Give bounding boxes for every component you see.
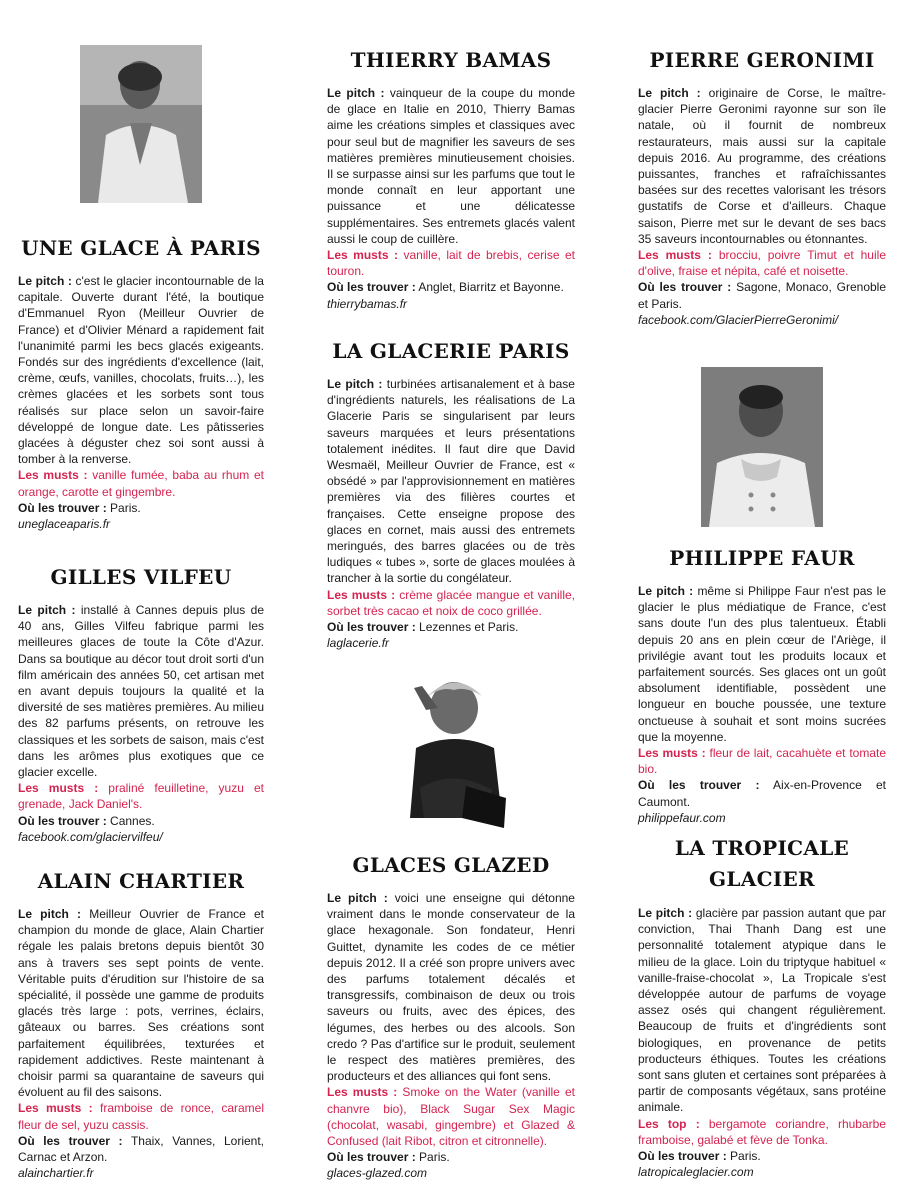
- entry-title: LA TROPICALE GLACIER: [674, 836, 850, 891]
- pitch-label: Le pitch :: [638, 86, 701, 100]
- musts-text: vanille, lait de brebis, cerise et touron.: [327, 248, 576, 279]
- chef-photo-philippe-faur: [701, 367, 823, 527]
- entry-title: PHILIPPE FAUR: [669, 546, 855, 570]
- entry-pierre-geronimi: [638, 45, 886, 328]
- musts-label: Les musts :: [327, 248, 398, 263]
- pitch-text: voici une enseigne qui détonne vraiment dans le monde conservateur de la glace hexagonale. Son fondateur, Henri Guittet, dynamite les codes de ce métier depuis 2012. Il a créé son propre univers avec des parfums totalement décalés et transgressifs, combinaison de deux ou trois saveurs ou fruits, avec des épices, des légumes, des herbes ou des alcools. Son credo ? Pas d'artifice sur le produit, seulement le respect des matières premières, des producteurs et des alliances qui font sens.: [327, 891, 575, 1084]
- pitch-label: Le pitch :: [18, 603, 76, 617]
- entry-alain-chartier: [18, 866, 264, 1181]
- website-link[interactable]: facebook.com/GlacierPierreGeronimi/: [638, 312, 839, 327]
- chef-photo-henri-guittet: [396, 668, 514, 830]
- where-text: Aix-en-Provence et Caumont.: [638, 778, 887, 809]
- where-text: Paris.: [110, 500, 141, 515]
- entry-gilles-vilfeu: [18, 562, 264, 845]
- pitch-text: turbinées artisanalement et à base d'ingrédients naturels, les réalisations de La Glacerie Paris se singularisent par leurs saveurs marquées et leurs présentations totalement inédites. Il faut dire que David Wesmaël, Meilleur Ouvrier de France, est « obsédé » par l'approvisionnement en matières premières via des filières courtes et françaises. Cette enseigne propose des glaces en cornet, mais aussi des entremets meringués, des barres glacées ou de très ludiques « tubes », sorte de glaces moulées à trancher à la sortie du congélateur.: [327, 377, 575, 586]
- website-link[interactable]: glaces-glazed.com: [327, 1166, 428, 1181]
- pitch-label: Le pitch :: [327, 891, 388, 905]
- website-link[interactable]: latropicaleglacier.com: [638, 1165, 754, 1180]
- pitch-label: Le pitch :: [18, 907, 82, 921]
- musts-text: crème glacée mangue et vanille, sorbet très cacao et noix de coco grillée.: [327, 587, 576, 618]
- portrait-icon: [80, 45, 202, 203]
- where-label: Où les trouver :: [18, 813, 107, 828]
- pitch-text: originaire de Corse, le maître-glacier Pierre Geronimi rayonne sur son île natale, où il fournit de nombreux restaurateurs, mais aussi sur la capitale depuis 2016. Au programme, des créations puissantes, franches et rafraîchissantes basées sur des recettes valorisant les trésors gustatifs de Corse et d'ailleurs. Chaque saison, Pierre met sur le devant de ses bacs 35 saveurs incontournables ou étonnantes.: [638, 86, 886, 246]
- website-link[interactable]: laglacerie.fr: [327, 636, 390, 651]
- musts-label: Les top :: [638, 1116, 700, 1131]
- entry-body: [327, 890, 575, 1182]
- entry-title: GILLES VILFEU: [50, 565, 232, 589]
- pitch-text: glacière par passion autant que par conviction, Thai Thanh Dang est une personnalité totalement atypique dans le milieu de la glace. Loin du triptyque habituel « vanille-fraise-chocolat », La Tropicale s'est développée autour de parfums de voyage assez osés qui changent régulièrement. Beaucoup de fruits et d'ingrédients sont biologiques, en provenance de petits producteurs éthiques. Toutes les créations sont sans gluten et certaines sont préparées à partir de composants végétaux, sans protéine animale.: [638, 906, 886, 1115]
- where-text: Cannes.: [110, 813, 155, 828]
- pitch-text: vainqueur de la coupe du monde de glace en Italie en 2010, Thierry Bamas aime les créations simples et classiques avec pour seul but de magnifier les saveurs de ses matières premières minutieusement choisies. Il se surpasse ainsi sur les parfums que tout le monde connaît en leur apportant une puissance et une délicatesse supplémentaires. Ses entremets glacés valent aussi le coup de cuillère.: [327, 86, 575, 246]
- where-text: Sagone, Monaco, Grenoble et Paris.: [638, 280, 887, 311]
- entry-title: THIERRY BAMAS: [350, 48, 552, 72]
- where-label: Où les trouver :: [638, 778, 760, 793]
- entry-body: [638, 583, 886, 826]
- website-link[interactable]: alainchartier.fr: [18, 1166, 94, 1181]
- entry-title: UNE GLACE À PARIS: [21, 236, 261, 260]
- musts-label: Les musts :: [638, 248, 712, 263]
- entry-body: [18, 273, 264, 532]
- musts-text: brocciu, poivre Timut et huile d'olive, fraise et népita, café et noisette.: [638, 248, 886, 279]
- entry-title: LA GLACERIE PARIS: [332, 339, 570, 363]
- website-link[interactable]: thierrybamas.fr: [327, 296, 408, 311]
- where-label: Où les trouver :: [638, 280, 732, 295]
- pitch-text: installé à Cannes depuis plus de 40 ans, Gilles Vilfeu fabrique parmi les meilleures glaces de toute la Côte d'Azur. Dans sa boutique au décor tout droit sorti d'un film américain des années 50, cet artisan met en avant depuis toujours la qualité et la diversité de ses matières premières. Au milieu des 82 parfums présents, on retrouve les classiques et les sorbets de saison, mais c'est dans les arômes plus exotiques que ce glacier excelle.: [18, 603, 264, 780]
- entry-title: PIERRE GERONIMI: [649, 48, 875, 72]
- entry-title: GLACES GLAZED: [352, 853, 550, 877]
- pitch-label: Le pitch :: [327, 377, 383, 391]
- entry-body: [638, 85, 886, 328]
- website-link[interactable]: philippefaur.com: [638, 810, 726, 825]
- entry-body: [638, 905, 886, 1180]
- musts-text: Smoke on the Water (vanille et chanvre bio), Black Sugar Sex Magic (chocolat, wasabi, gingembre) et Glazed & Confused (lait Ribot, citron et citronnelle).: [327, 1085, 575, 1149]
- entry-la-tropicale-glacier: [638, 833, 886, 1180]
- musts-label: Les musts :: [18, 781, 99, 796]
- where-label: Où les trouver :: [18, 500, 107, 515]
- musts-label: Les musts :: [18, 468, 88, 483]
- entry-body: [18, 906, 264, 1181]
- musts-label: Les musts :: [18, 1101, 93, 1116]
- chef-photo-emmanuel-ryon: [80, 45, 202, 203]
- pitch-label: Le pitch :: [638, 906, 693, 920]
- where-text: Paris.: [730, 1149, 761, 1164]
- musts-label: Les musts :: [638, 746, 706, 761]
- entry-une-glace-a-paris: [18, 233, 264, 532]
- where-label: Où les trouver :: [327, 280, 416, 295]
- entry-body: [327, 85, 575, 312]
- where-label: Où les trouver :: [18, 1133, 123, 1148]
- musts-label: Les musts :: [327, 587, 396, 602]
- pitch-label: Le pitch :: [638, 584, 694, 598]
- where-text: Anglet, Biarritz et Bayonne.: [418, 280, 564, 295]
- website-link[interactable]: facebook.com/glaciervilfeu/: [18, 829, 163, 844]
- pitch-label: Le pitch :: [327, 86, 385, 100]
- where-text: Thaix, Vannes, Lorient, Carnac et Arzon.: [18, 1133, 265, 1165]
- entry-philippe-faur: [638, 543, 886, 826]
- where-text: Paris.: [419, 1150, 450, 1165]
- pitch-text: même si Philippe Faur n'est pas le glacier le plus médiatique de France, c'est sans doute l'un des plus talentueux. Établi depuis 20 ans en plein cœur de l'Ariège, il privilégie avant tout les produits locaux et parfaitement sourcés. Ses glaces ont un goût absolument identifiable, possèdent une longueur en bouche poussée, une texture onctueuse à souhait et sont moins sucrées que la moyenne.: [638, 584, 886, 744]
- where-text: Lezennes et Paris.: [419, 620, 519, 635]
- entry-la-glacerie-paris: [327, 336, 575, 651]
- musts-text: vanille fumée, baba au rhum et orange, carotte et gingembre.: [18, 468, 265, 499]
- portrait-icon: [701, 367, 823, 527]
- website-link[interactable]: uneglaceaparis.fr: [18, 517, 111, 532]
- musts-text: fleur de lait, cacahuète et tomate bio.: [638, 746, 887, 777]
- pitch-text: c'est le glacier incontournable de la capitale. Ouverte durant l'été, la boutique d'Emmanuel Ryon (Meilleur Ouvrier de France) et d'Olivier Ménard a rapidement fait l'unanimité parmi les becs glacés exigeants. Fondés sur des ingrédients d'excellence (lait, crème, œufs, vanilles, chocolats, fruits…), les crèmes glacées et les sorbets sont tous réalisés sur place selon un savoir-faire développé de longue date. Les pâtisseries glacées à déguster chez soi sont aussi à tomber à la renverse.: [18, 274, 264, 467]
- where-label: Où les trouver :: [638, 1149, 727, 1164]
- pitch-label: Le pitch :: [18, 274, 72, 288]
- musts-text: bergamote coriandre, rhubarbe framboise, galabé et fève de Tonka.: [638, 1116, 886, 1147]
- entry-body: [18, 602, 264, 845]
- entry-glaces-glazed: [327, 850, 575, 1182]
- musts-label: Les musts :: [327, 1085, 398, 1100]
- entry-body: [327, 376, 575, 651]
- where-label: Où les trouver :: [327, 620, 416, 635]
- entry-thierry-bamas: [327, 45, 575, 312]
- entry-title: ALAIN CHARTIER: [37, 869, 245, 893]
- where-label: Où les trouver :: [327, 1150, 416, 1165]
- musts-text: praliné feuilletine, yuzu et grenade, Jack Daniel's.: [18, 781, 264, 812]
- pitch-text: Meilleur Ouvrier de France et champion du monde de glace, Alain Chartier régale les palais bretons depuis bientôt 30 ans à travers ses sept points de vente. Véritable puits d'érudition sur l'histoire de sa spécialité, il possède une gamme de produits glacés très large : pots, verrines, éclairs, gâteaux ou barres. Ses créations sont parfaitement équilibrées, texturées et rapidement addictives. Reste maintenant à choisir parmi sa quarantaine de saveurs qui évoluent au fil des saisons.: [18, 907, 264, 1100]
- portrait-icon: [396, 668, 514, 830]
- musts-text: framboise de ronce, caramel fleur de sel, yuzu cassis.: [18, 1101, 264, 1132]
